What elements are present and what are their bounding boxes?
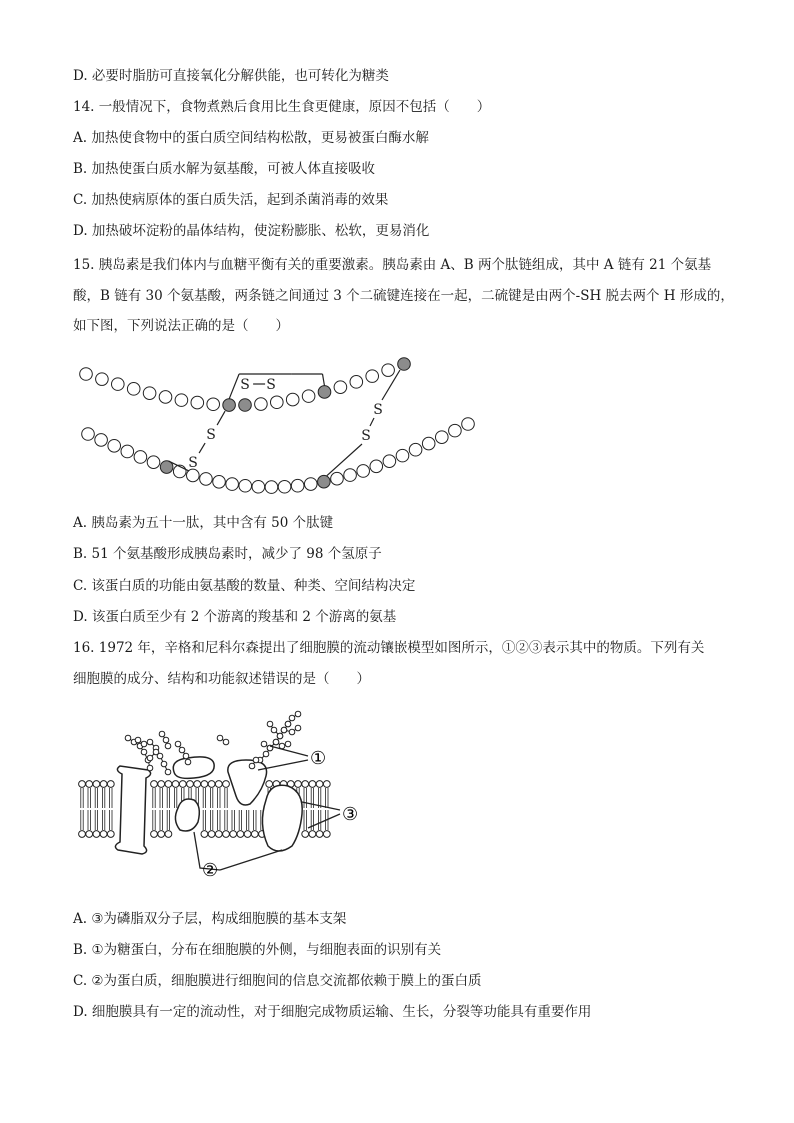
a-chain-residue	[239, 399, 252, 412]
phospholipid-tail	[203, 788, 205, 808]
b-chain-residue	[82, 428, 95, 441]
sugar-residue	[165, 769, 171, 775]
sugar-residue	[285, 741, 291, 747]
sugar-residue	[163, 737, 169, 743]
a-chain-residue	[112, 378, 125, 391]
sugar-residue	[185, 759, 191, 765]
phospholipid-head	[208, 831, 215, 838]
sugar-residue	[141, 749, 147, 755]
phospholipid-head	[79, 831, 86, 838]
sugar-residue	[261, 741, 267, 747]
phospholipid-head	[215, 781, 222, 788]
q14-option-c: C. 加热使病原体的蛋白质失活，起到杀菌消毒的效果	[73, 192, 389, 208]
phospholipid-head	[309, 781, 316, 788]
phospholipid-tail	[81, 788, 83, 808]
phospholipid-head	[223, 831, 230, 838]
phospholipid-head	[100, 781, 107, 788]
label-1: ①	[310, 748, 327, 769]
a-chain-residue	[175, 394, 188, 407]
transmembrane-protein-left	[115, 766, 150, 854]
phospholipid-tail	[81, 810, 83, 830]
phospholipid-tail	[102, 788, 104, 808]
phospholipid-head	[158, 831, 165, 838]
phospholipid-head	[302, 831, 309, 838]
phospholipid-tail	[218, 810, 220, 830]
sugar-residue	[175, 741, 181, 747]
a-chain-residue	[286, 393, 299, 406]
b-chain-residue	[357, 465, 370, 478]
phospholipid-head	[172, 781, 179, 788]
q16-stem-line-2: 细胞膜的成分、结构和功能叙述错误的是（ ）	[73, 671, 370, 687]
sugar-residue	[147, 765, 153, 771]
b-chain-residue	[278, 480, 291, 493]
q14-option-d: D. 加热破坏淀粉的晶体结构，使淀粉膨胀、松软，更易消化	[73, 223, 430, 239]
phospholipid-tail	[160, 810, 162, 830]
sugar-residue	[263, 751, 269, 757]
sugar-residue	[141, 741, 147, 747]
a-chain-residue	[127, 383, 140, 396]
phospholipid-head	[230, 831, 237, 838]
sugar-residue	[273, 739, 279, 745]
phospholipid-tail	[225, 788, 227, 808]
a-chain-residue	[398, 358, 411, 371]
phospholipid-tail	[102, 810, 104, 830]
phospholipid-tail	[160, 788, 162, 808]
phospholipid-tail	[110, 788, 112, 808]
a-chain-residue	[159, 391, 172, 404]
b-chain-residue	[265, 481, 278, 494]
q16-option-a: A. ③为磷脂双分子层，构成细胞膜的基本支架	[73, 911, 347, 927]
phospholipid-tail	[326, 788, 328, 808]
phospholipid-head	[316, 781, 323, 788]
a-chain-residue	[207, 398, 220, 411]
membrane-diagram	[70, 700, 390, 890]
phospholipid-head	[107, 831, 114, 838]
phospholipid-tail	[167, 810, 169, 830]
b-chain-residue	[422, 437, 435, 450]
phospholipid-head	[266, 781, 273, 788]
q13-option-d: D. 必要时脂肪可直接氧化分解供能，也可转化为糖类	[73, 68, 389, 84]
phospholipid-tail	[239, 810, 241, 830]
sugar-residue	[125, 735, 131, 741]
sugar-residue	[285, 721, 291, 727]
a-chain-residue	[191, 396, 204, 409]
b-chain-residue	[462, 418, 475, 431]
sugar-residue	[279, 743, 285, 749]
sugar-residue	[179, 747, 185, 753]
phospholipid-head	[215, 831, 222, 838]
label-2: ②	[202, 860, 219, 881]
phospholipid-head	[201, 831, 208, 838]
transmembrane-protein-right	[262, 785, 302, 851]
b-chain-residue	[331, 472, 344, 485]
q16-option-c: C. ②为蛋白质，细胞膜进行细胞间的信息交流都依赖于膜上的蛋白质	[73, 973, 482, 989]
b-chain-residue	[435, 431, 448, 444]
sugar-residue	[161, 761, 167, 767]
b-chain-residue	[252, 480, 265, 493]
b-chain-residue	[95, 434, 108, 447]
a-chain-residue	[271, 396, 284, 409]
phospholipid-tail	[110, 810, 112, 830]
phospholipid-head	[295, 781, 302, 788]
b-chain-residue	[239, 479, 252, 492]
phospholipid-tail	[153, 810, 155, 830]
phospholipid-head	[187, 781, 194, 788]
a-chain-residue	[382, 364, 395, 377]
phospholipid-head	[251, 831, 258, 838]
q14-option-a: A. 加热使食物中的蛋白质空间结构松散，更易被蛋白酶水解	[73, 130, 429, 146]
sugar-residue	[159, 731, 165, 737]
sugar-residue	[277, 733, 283, 739]
phospholipid-tail	[88, 810, 90, 830]
phospholipid-tail	[318, 810, 320, 830]
phospholipid-head	[93, 831, 100, 838]
phospholipid-head	[93, 781, 100, 788]
sugar-residue	[183, 753, 189, 759]
inner-protein-small	[175, 799, 199, 831]
b-chain-residue	[147, 456, 160, 469]
sugar-residue	[147, 739, 153, 745]
sulfur-label: S	[373, 402, 383, 418]
sulfur-label: S	[266, 377, 276, 393]
glycoprotein-protein	[228, 760, 267, 805]
phospholipid-head	[107, 781, 114, 788]
sugar-residue	[281, 727, 287, 733]
sugar-residue	[253, 757, 259, 763]
phospholipid-head	[316, 831, 323, 838]
phospholipid-tail	[210, 810, 212, 830]
peptide-chains	[80, 358, 475, 494]
b-chain-residue	[370, 460, 383, 473]
label-3: ③	[342, 804, 359, 825]
phospholipid-head	[223, 781, 230, 788]
b-chain-residue	[409, 443, 422, 456]
sugar-residue	[249, 763, 255, 769]
phospholipid-tail	[95, 788, 97, 808]
phospholipid-head	[179, 781, 186, 788]
sugar-residue	[135, 737, 141, 743]
disulfide-bonds	[169, 370, 400, 476]
b-chain-residue	[318, 475, 331, 488]
sulfur-label: S	[361, 428, 371, 444]
phospholipid-tail	[210, 788, 212, 808]
phospholipid-tail	[225, 810, 227, 830]
phospholipid-tail	[304, 788, 306, 808]
b-chain-residue	[449, 424, 462, 437]
a-chain-residue	[334, 381, 347, 394]
phospholipid-head	[208, 781, 215, 788]
phospholipid-tail	[153, 788, 155, 808]
phospholipid-tail	[232, 810, 234, 830]
sulfur-label: S	[240, 377, 250, 393]
q14-stem: 14. 一般情况下，食物煮熟后食用比生食更健康，原因不包括（ ）	[73, 99, 491, 115]
sugar-residue	[223, 739, 229, 745]
sugar-residue	[295, 725, 301, 731]
phospholipid-tail	[203, 810, 205, 830]
q15-option-b: B. 51 个氨基酸形成胰岛素时，减少了 98 个氢原子	[73, 546, 382, 562]
a-chain-residue	[223, 399, 236, 412]
b-chain-residue	[108, 439, 121, 452]
sugar-residue	[147, 755, 153, 761]
a-chain-residue	[143, 387, 156, 400]
b-chain-residue	[396, 449, 409, 462]
sugar-residue	[289, 729, 295, 735]
phospholipid-head	[244, 831, 251, 838]
phospholipid-tail	[304, 810, 306, 830]
bond-line	[229, 374, 239, 399]
b-chain-residue	[213, 475, 226, 488]
phospholipid-head	[323, 781, 330, 788]
sugar-residue	[217, 735, 223, 741]
phospholipid-tail	[218, 788, 220, 808]
phospholipid-tail	[88, 788, 90, 808]
sugar-residue	[267, 721, 273, 727]
a-chain-residue	[302, 390, 315, 403]
a-chain-residue	[255, 398, 268, 411]
phospholipid-tail	[95, 810, 97, 830]
q15-option-d: D. 该蛋白质至少有 2 个游离的羧基和 2 个游离的氨基	[73, 609, 397, 625]
phospholipid-head	[86, 831, 93, 838]
phospholipid-head	[302, 781, 309, 788]
b-chain-residue	[121, 445, 134, 458]
q15-option-a: A. 胰岛素为五十一肽，其中含有 50 个肽键	[73, 515, 334, 531]
q15-stem-line-3: 如下图，下列说法正确的是（ ）	[73, 318, 289, 334]
bond-line	[217, 411, 225, 425]
q14-option-b: B. 加热使蛋白质水解为氨基酸，可被人体直接吸收	[73, 161, 376, 177]
q16-stem-line-1: 16. 1972 年，辛格和尼科尔森提出了细胞膜的流动镶嵌模型如图所示，①②③表示其中的物质。下列有关	[73, 640, 705, 656]
a-chain-residue	[318, 386, 331, 399]
peripheral-protein-top	[173, 757, 214, 779]
phospholipid-tail	[174, 788, 176, 808]
sulfur-label: S	[188, 455, 198, 472]
b-chain-residue	[383, 455, 396, 468]
phospholipid-head	[237, 831, 244, 838]
b-chain-residue	[304, 478, 317, 491]
phospholipid-head	[194, 781, 201, 788]
bond-line	[323, 374, 325, 386]
q16-option-d: D. 细胞膜具有一定的流动性，对于细胞完成物质运输、生长，分裂等功能具有重要作用	[73, 1004, 592, 1020]
q15-stem-line-1: 15. 胰岛素是我们体内与血糖平衡有关的重要激素。胰岛素由 A、B 两个肽链组成，其中 A 链有 21 个氨基	[73, 257, 712, 273]
phospholipid-head	[151, 781, 158, 788]
phospholipid-head	[79, 781, 86, 788]
b-chain-residue	[291, 479, 304, 492]
phospholipid-tail	[167, 788, 169, 808]
phospholipid-head	[165, 781, 172, 788]
a-chain-residue	[350, 376, 363, 389]
q16-option-b: B. ①为糖蛋白，分布在细胞膜的外侧，与细胞表面的识别有关	[73, 942, 442, 958]
q15-option-c: C. 该蛋白质的功能由氨基酸的数量、种类、空间结构决定	[73, 578, 416, 594]
bond-line	[370, 418, 374, 426]
b-chain-residue	[344, 469, 357, 482]
b-chain-residue	[226, 478, 239, 491]
phospholipid-head	[86, 781, 93, 788]
sugar-residue	[289, 715, 295, 721]
bond-line	[199, 443, 205, 453]
phospholipid-head	[201, 781, 208, 788]
sulfur-label: S	[206, 427, 216, 444]
sugar-residue	[271, 727, 277, 733]
a-chain-residue	[80, 368, 93, 381]
phospholipid-tail	[254, 810, 256, 830]
b-chain-residue	[134, 451, 147, 464]
insulin-diagram	[70, 350, 490, 510]
phospholipid-head	[165, 831, 172, 838]
phospholipid-head	[323, 831, 330, 838]
sugar-residue	[153, 749, 159, 755]
phospholipid-tail	[246, 810, 248, 830]
a-chain-residue	[366, 370, 379, 383]
a-chain-residue	[96, 373, 109, 386]
phospholipid-head	[158, 781, 165, 788]
membrane-proteins	[115, 757, 302, 854]
b-chain-residue	[200, 473, 213, 486]
phospholipid-head	[100, 831, 107, 838]
q15-stem-line-2: 酸，B 链有 30 个氨基酸，两条链之间通过 3 个二硫键连接在一起，二硫键是由两个-SH 脱去两个 H 形成的，	[73, 288, 734, 304]
phospholipid-head	[309, 831, 316, 838]
phospholipid-head	[151, 831, 158, 838]
sugar-residue	[165, 743, 171, 749]
sugar-residue	[295, 711, 301, 717]
